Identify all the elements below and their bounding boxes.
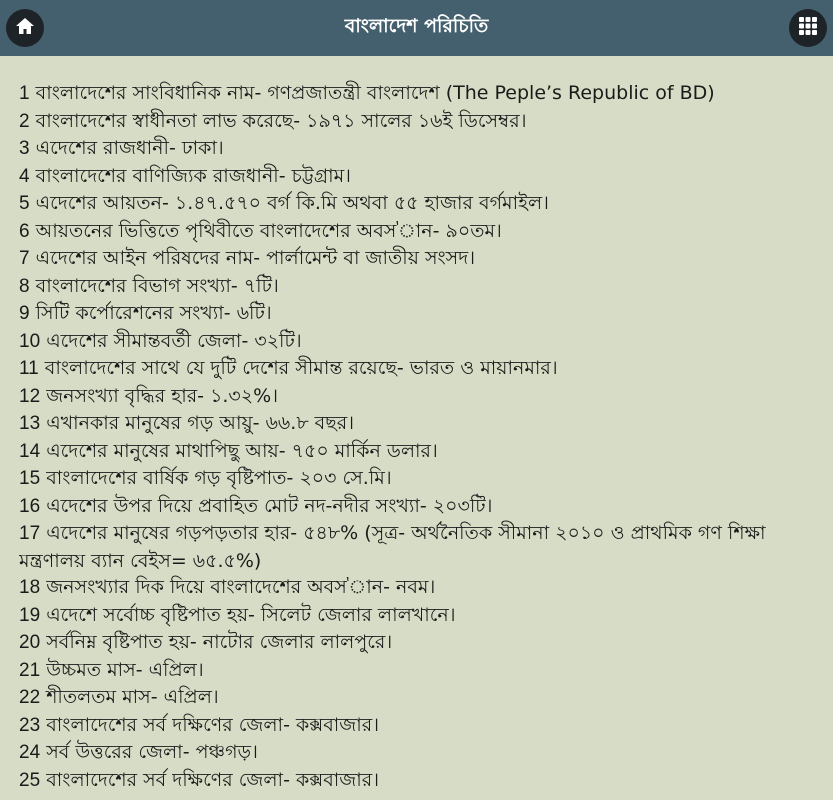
fact-number: 6 <box>19 220 30 242</box>
list-item <box>19 245 819 273</box>
fact-text: সিটি কর্পোরেশনের সংখ্যা- ৬টি। <box>35 302 272 324</box>
fact-number: 14 <box>19 440 41 462</box>
fact-number: 25 <box>19 769 41 791</box>
page-title: বাংলাদেশ পরিচিতি <box>344 15 489 37</box>
list-item <box>19 438 819 466</box>
fact-text: এদেশের আইন পরিষদের নাম- পার্লামেন্ট বা জাতীয় সংসদ। <box>35 247 476 269</box>
fact-number: 17 <box>19 523 41 544</box>
list-item <box>19 273 819 301</box>
list-item <box>19 574 819 602</box>
fact-number: 21 <box>19 659 41 681</box>
home-button[interactable] <box>6 9 44 47</box>
fact-text: বাংলাদেশের বাণিজ্যিক রাজধানী- চট্টগ্রাম। <box>35 164 351 187</box>
list-item <box>19 684 819 712</box>
fact-number: 4 <box>19 165 30 187</box>
fact-text: এদেশের মানুষের মাথাপিছু আয়- ৭৫০ মার্কিন ডলার। <box>46 439 438 462</box>
list-item <box>19 629 819 657</box>
fact-number: 16 <box>19 495 41 517</box>
list-item <box>19 190 819 218</box>
fact-number: 13 <box>19 413 41 434</box>
fact-number: 12 <box>19 385 41 407</box>
fact-number: 3 <box>19 138 30 159</box>
fact-text: শীতলতম মাস- এপ্রিল। <box>46 686 219 708</box>
fact-number: 22 <box>19 687 41 708</box>
grid-menu-icon <box>798 16 818 40</box>
fact-number: 2 <box>19 110 30 132</box>
list-item <box>19 520 819 574</box>
fact-text: এখানকার মানুষের গড় আয়ু- ৬৬.৮ বছর। <box>46 412 355 434</box>
grid-menu-button[interactable] <box>789 9 827 47</box>
list-item <box>19 328 819 356</box>
fact-text: সর্ব উত্তরের জেলা- পঞ্চগড়। <box>46 741 258 763</box>
fact-number: 5 <box>19 193 30 214</box>
list-item <box>19 657 819 685</box>
fact-text: বাংলাদেশের সর্ব দক্ষিণের জেলা- কক্সবাজার। <box>46 713 380 736</box>
list-item <box>19 465 819 493</box>
fact-text: জনসংখ্যার দিক দিয়ে বাংলাদেশের অবস'ান- নবম। <box>46 576 436 598</box>
list-item <box>19 108 819 136</box>
fact-text: বাংলাদেশের বার্ষিক গড় বৃষ্টিপাত- ২০৩ সে.মি। <box>46 467 392 489</box>
list-item <box>19 739 819 767</box>
fact-number: 9 <box>19 303 30 324</box>
fact-number: 23 <box>19 714 41 736</box>
list-item <box>19 767 819 795</box>
fact-text: বাংলাদেশের সাথে যে দুটি দেশের সীমান্ত রয়েছে- ভারত ও মায়ানমার। <box>44 357 558 379</box>
list-item <box>19 410 819 438</box>
fact-text: বাংলাদেশের স্বাধীনতা লাভ করেছে- ১৯৭১ সালের ১৬ই ডিসেম্বর। <box>35 109 527 132</box>
fact-text: বাংলাদেশের সর্ব দক্ষিণের জেলা- কক্সবাজার। <box>46 768 380 791</box>
fact-text: এদেশের রাজধানী- ঢাকা। <box>35 137 224 159</box>
facts-list[interactable] <box>19 80 819 800</box>
fact-text: এদেশের উপর দিয়ে প্রবাহিত মোট নদ-নদীর সংখ্যা- ২০৩টি। <box>46 494 493 517</box>
list-item <box>19 355 819 383</box>
fact-text: এদেশের আয়তন- ১.৪৭.৫৭০ বর্গ কি.মি অথবা ৫৫ হাজার বর্গমাইল। <box>35 192 549 214</box>
list-item <box>19 602 819 630</box>
fact-text: এদেশে সর্বোচ্চ বৃষ্টিপাত হয়- সিলেট জেলার লালখানে। <box>46 603 456 626</box>
fact-number: 11 <box>19 358 39 379</box>
fact-text: বাংলাদেশের সাংবিধানিক নাম- গণপ্রজাতন্ত্রী বাংলাদেশ (The Peple’s Republic of BD) <box>35 82 715 104</box>
fact-number: 19 <box>19 604 41 626</box>
fact-number: 24 <box>19 742 41 763</box>
list-item <box>19 80 819 108</box>
fact-number: 15 <box>19 468 41 489</box>
fact-text: সর্বনিম্ন বৃষ্টিপাত হয়- নাটোর জেলার লালপুরে। <box>46 631 393 653</box>
fact-text: বাংলাদেশের বিভাগ সংখ্যা- ৭টি। <box>35 274 279 297</box>
list-item <box>19 135 819 163</box>
fact-text: জনসংখ্যা বৃদ্ধির হার- ১.৩২%। <box>46 384 278 407</box>
fact-number: 7 <box>19 248 30 269</box>
fact-number: 18 <box>19 577 41 598</box>
fact-text: এদেশের সীমান্তবর্তী জেলা- ৩২টি। <box>46 329 302 352</box>
fact-number: 10 <box>19 330 41 352</box>
list-item <box>19 712 819 740</box>
fact-number: 1 <box>19 83 30 104</box>
list-item <box>19 493 819 521</box>
fact-number: 8 <box>19 275 30 297</box>
fact-text: উচ্চমত মাস- এপ্রিল। <box>46 658 204 681</box>
home-icon <box>15 16 35 40</box>
fact-text: এদেশের মানুষের গড়পড়তার হার- ৫৪৮% (সূত্র- অর্থনৈতিক সীমানা ২০১০ ও প্রাথমিক গণ শিক্ষা মন্ত্রণালয় ব্যান বেইস= ৬৫.৫%) <box>19 522 766 572</box>
fact-text: আয়তনের ভিত্তিতে পৃথিবীতে বাংলাদেশের অবস'ান- ৯০তম। <box>35 219 502 242</box>
list-item <box>19 163 819 191</box>
fact-number: 20 <box>19 632 41 653</box>
app-header <box>0 0 833 56</box>
list-item <box>19 383 819 411</box>
list-item <box>19 218 819 246</box>
list-item <box>19 300 819 328</box>
